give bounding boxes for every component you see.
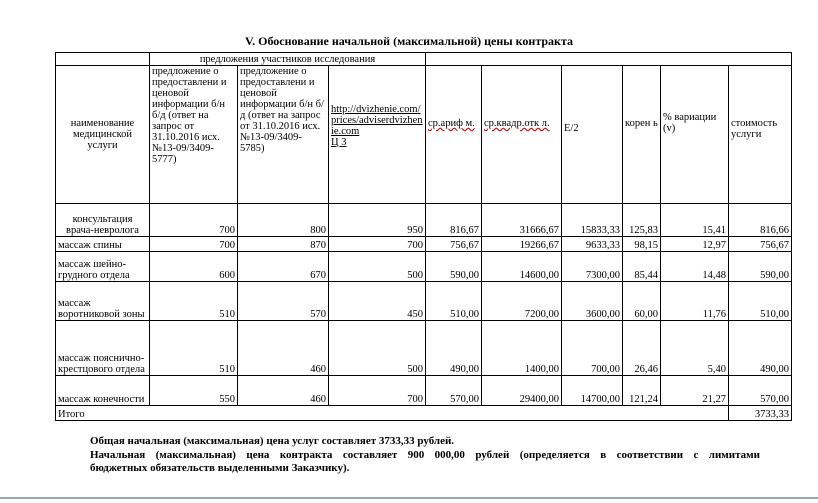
var-cell: 15,41 — [661, 204, 729, 237]
root-cell: 85,44 — [623, 252, 661, 282]
p2-cell: 670 — [238, 252, 329, 282]
p3-cell: 700 — [329, 376, 426, 406]
var-cell: 21,27 — [661, 376, 729, 406]
e2-cell: 3600,00 — [562, 282, 623, 321]
p3-cell: 500 — [329, 321, 426, 376]
root-cell: 125,83 — [623, 204, 661, 237]
p3-cell: 450 — [329, 282, 426, 321]
var-cell: 14,48 — [661, 252, 729, 282]
e2-cell: 15833,33 — [562, 204, 623, 237]
contract-price-note: Начальная (максимальная) цена контракта составляет 900 000,00 рублей (определяется в соответствии с лимитами — [90, 449, 760, 461]
p3-cell: 500 — [329, 252, 426, 282]
total-price-note: Общая начальная (максимальная) цена услуг составляет 3733,33 рублей. — [90, 435, 455, 447]
p1-cell: 700 — [150, 237, 238, 252]
sq-cell: 31666,67 — [482, 204, 562, 237]
e2-cell: 9633,33 — [562, 237, 623, 252]
table-row — [56, 376, 792, 406]
root-cell: 60,00 — [623, 282, 661, 321]
total-value: 3733,33 — [729, 406, 792, 421]
cost-cell: 570,00 — [729, 376, 792, 406]
p1-cell: 600 — [150, 252, 238, 282]
service-name-cell: массаж шейно-грудного отдела — [56, 252, 150, 282]
sq-cell: 29400,00 — [482, 376, 562, 406]
root-cell: 26,46 — [623, 321, 661, 376]
p3-cell: 950 — [329, 204, 426, 237]
price-justification-table — [55, 52, 792, 421]
header-root: корен ь — [623, 66, 661, 204]
avg-cell: 756,67 — [426, 237, 482, 252]
cost-cell: 816,66 — [729, 204, 792, 237]
table-row — [56, 321, 792, 376]
p2-cell: 460 — [238, 376, 329, 406]
header-e2: E/2 — [562, 66, 623, 204]
header-offer-3 — [329, 66, 426, 204]
service-name-cell: массаж воротниковой зоны — [56, 282, 150, 321]
service-name-cell: консультация врача-невролога — [56, 204, 150, 237]
avg-cell: 816,67 — [426, 204, 482, 237]
group-header: предложения участников исследования — [150, 53, 426, 66]
avg-cell: 590,00 — [426, 252, 482, 282]
root-cell: 98,15 — [623, 237, 661, 252]
table-row — [56, 237, 792, 252]
source-tag: Ц 3 — [331, 137, 347, 148]
e2-cell: 7300,00 — [562, 252, 623, 282]
p3-cell: 700 — [329, 237, 426, 252]
table-row — [56, 282, 792, 321]
header-cost: стоимость услуги — [729, 66, 792, 204]
avg-cell: 490,00 — [426, 321, 482, 376]
var-cell: 5,40 — [661, 321, 729, 376]
total-row — [56, 406, 792, 421]
p2-cell: 460 — [238, 321, 329, 376]
total-label: Итого — [56, 406, 729, 421]
budget-note: бюджетных обязательств выделенными Заказчику). — [90, 462, 350, 474]
avg-cell: 510,00 — [426, 282, 482, 321]
table-row — [56, 204, 792, 237]
sq-cell: 14600,00 — [482, 252, 562, 282]
var-cell: 11,76 — [661, 282, 729, 321]
service-name-cell: массаж конечности — [56, 376, 150, 406]
p2-cell: 570 — [238, 282, 329, 321]
window-bottom-edge — [0, 497, 818, 499]
p1-cell: 510 — [150, 282, 238, 321]
column-header-row — [56, 66, 792, 204]
e2-cell: 700,00 — [562, 321, 623, 376]
header-offer-2: предложение о предоставлени и ценовой информации б/н б/д (ответ на запрос от 31.10.2016 исх. №13-09/3409-5785) — [238, 66, 329, 204]
cost-cell: 590,00 — [729, 252, 792, 282]
header-sq-dev: ср.квадр.отк л. — [482, 66, 562, 204]
root-cell: 121,24 — [623, 376, 661, 406]
header-avg: ср.ариф м. — [426, 66, 482, 204]
sq-cell: 19266,67 — [482, 237, 562, 252]
p1-cell: 700 — [150, 204, 238, 237]
header-offer-1: предложение о предоставлени и ценовой информации б/н б/д (ответ на запрос от 31.10.2016 исх.№13-09/3409-5777) — [150, 66, 238, 204]
p2-cell: 800 — [238, 204, 329, 237]
var-cell: 12,97 — [661, 237, 729, 252]
service-name-cell: массаж спины — [56, 237, 150, 252]
sq-cell: 1400,00 — [482, 321, 562, 376]
sq-cell: 7200,00 — [482, 282, 562, 321]
service-name-cell: массаж пояснично-крестцового отдела — [56, 321, 150, 376]
header-service-name: наименование медицинской услуги — [56, 66, 150, 204]
cost-cell: 510,00 — [729, 282, 792, 321]
section-title: V. Обоснование начальной (максимальной) цены контракта — [245, 34, 573, 48]
table-row — [56, 252, 792, 282]
e2-cell: 14700,00 — [562, 376, 623, 406]
p1-cell: 550 — [150, 376, 238, 406]
avg-cell: 570,00 — [426, 376, 482, 406]
cost-cell: 756,67 — [729, 237, 792, 252]
source-link[interactable]: http://dvizhenie.com/prices/adviserdvizhenie.com — [331, 104, 423, 137]
group-header-row — [56, 53, 792, 66]
header-variation: % вариации (v) — [661, 66, 729, 204]
p2-cell: 870 — [238, 237, 329, 252]
cost-cell: 490,00 — [729, 321, 792, 376]
p1-cell: 510 — [150, 321, 238, 376]
